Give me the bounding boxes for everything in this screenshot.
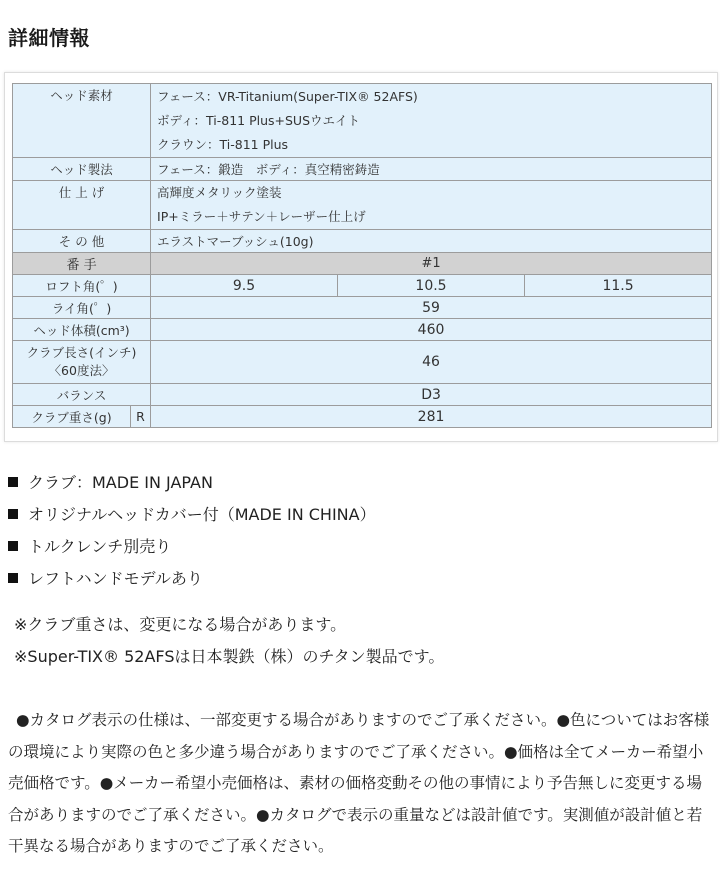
- feature-list: [8, 470, 376, 598]
- length-label: [13, 341, 151, 384]
- row-head-method: [13, 158, 712, 181]
- notes: [14, 612, 444, 676]
- square-bullet-icon: [8, 509, 18, 519]
- balance-label: バランス: [13, 384, 151, 406]
- page-title: 詳細情報: [8, 26, 90, 50]
- head-material-label: ヘッド素材: [13, 84, 151, 158]
- length-label-line-1: クラブ長さ(インチ): [26, 345, 137, 360]
- spec-table-container: [4, 72, 718, 442]
- head-method-value: フェース：鍛造 ボディ：真空精密鋳造: [151, 158, 712, 181]
- row-balance: [13, 384, 712, 406]
- loft-value-2: 10.5: [338, 275, 525, 297]
- other-label: そ の 他: [13, 230, 151, 253]
- row-finish: [13, 181, 712, 230]
- row-number: [13, 253, 712, 275]
- loft-value-1: 9.5: [151, 275, 338, 297]
- row-volume: [13, 319, 712, 341]
- finish-label: 仕 上 げ: [13, 181, 151, 230]
- list-item: [8, 566, 376, 598]
- length-value: 46: [151, 341, 712, 384]
- row-other: [13, 230, 712, 253]
- square-bullet-icon: [8, 477, 18, 487]
- finish-value: [151, 181, 712, 230]
- finish-line-1: 高輝度メタリック塗装: [157, 185, 282, 200]
- loft-value-3: 11.5: [525, 275, 712, 297]
- feature-headcover: オリジナルヘッドカバー付（MADE IN CHINA）: [28, 505, 376, 524]
- spec-table: [12, 83, 712, 428]
- row-head-material: [13, 84, 712, 158]
- length-label-line-2: 〈60度法〉: [48, 363, 115, 378]
- weight-value: 281: [151, 406, 712, 428]
- list-item: [8, 470, 376, 502]
- volume-label: ヘッド体積(cm³): [13, 319, 151, 341]
- row-lie: [13, 297, 712, 319]
- head-material-crown: クラウン：Ti-811 Plus: [157, 136, 289, 152]
- feature-torque-wrench: トルクレンチ別売り: [28, 537, 172, 556]
- feature-made-in: クラブ：MADE IN JAPAN: [28, 473, 213, 492]
- disclaimer-text: ●カタログ表示の仕様は、一部変更する場合がありますのでご了承ください。●色についてはお客様の環境により実際の色と多少違う場合がありますのでご了承ください。●価格は全てメーカー希望小売価格です。●メーカー希望小売価格は、素材の価格変動その他の事情により予告無しに変更する場合がありますのでご了承ください。●カタログで表示の重量などは設計値です。実測値が設計値と若干異なる場合がありますのでご了承ください。: [8, 711, 710, 855]
- list-item: [8, 534, 376, 566]
- square-bullet-icon: [8, 573, 18, 583]
- head-material-value: [151, 84, 712, 158]
- head-material-face: フェース：VR-Titanium(Super-TIX® 52AFS): [157, 88, 418, 104]
- weight-label: クラブ重さ(g): [13, 406, 131, 428]
- row-loft: [13, 275, 712, 297]
- number-label: 番 手: [13, 253, 151, 275]
- number-value: #1: [151, 253, 712, 275]
- list-item: [8, 502, 376, 534]
- loft-label: ロフト角(゜): [13, 275, 151, 297]
- lie-value: 59: [151, 297, 712, 319]
- volume-value: 460: [151, 319, 712, 341]
- finish-line-2: IP+ミラー＋サテン＋レーザー仕上げ: [157, 209, 366, 224]
- other-value: エラストマーブッシュ(10g): [151, 230, 712, 253]
- lie-label: ライ角(゜): [13, 297, 151, 319]
- note-weight: ※クラブ重さは、変更になる場合があります。: [14, 615, 347, 634]
- square-bullet-icon: [8, 541, 18, 551]
- note-super-tix: ※Super-TIX® 52AFSは日本製鉄（株）のチタン製品です。: [14, 647, 445, 666]
- head-material-body: ボディ：Ti-811 Plus+SUSウエイト: [157, 112, 361, 128]
- head-method-label: ヘッド製法: [13, 158, 151, 181]
- row-weight: [13, 406, 712, 428]
- balance-value: D3: [151, 384, 712, 406]
- feature-left-hand: レフトハンドモデルあり: [28, 569, 203, 588]
- weight-flex: R: [131, 406, 151, 428]
- row-length: [13, 341, 712, 384]
